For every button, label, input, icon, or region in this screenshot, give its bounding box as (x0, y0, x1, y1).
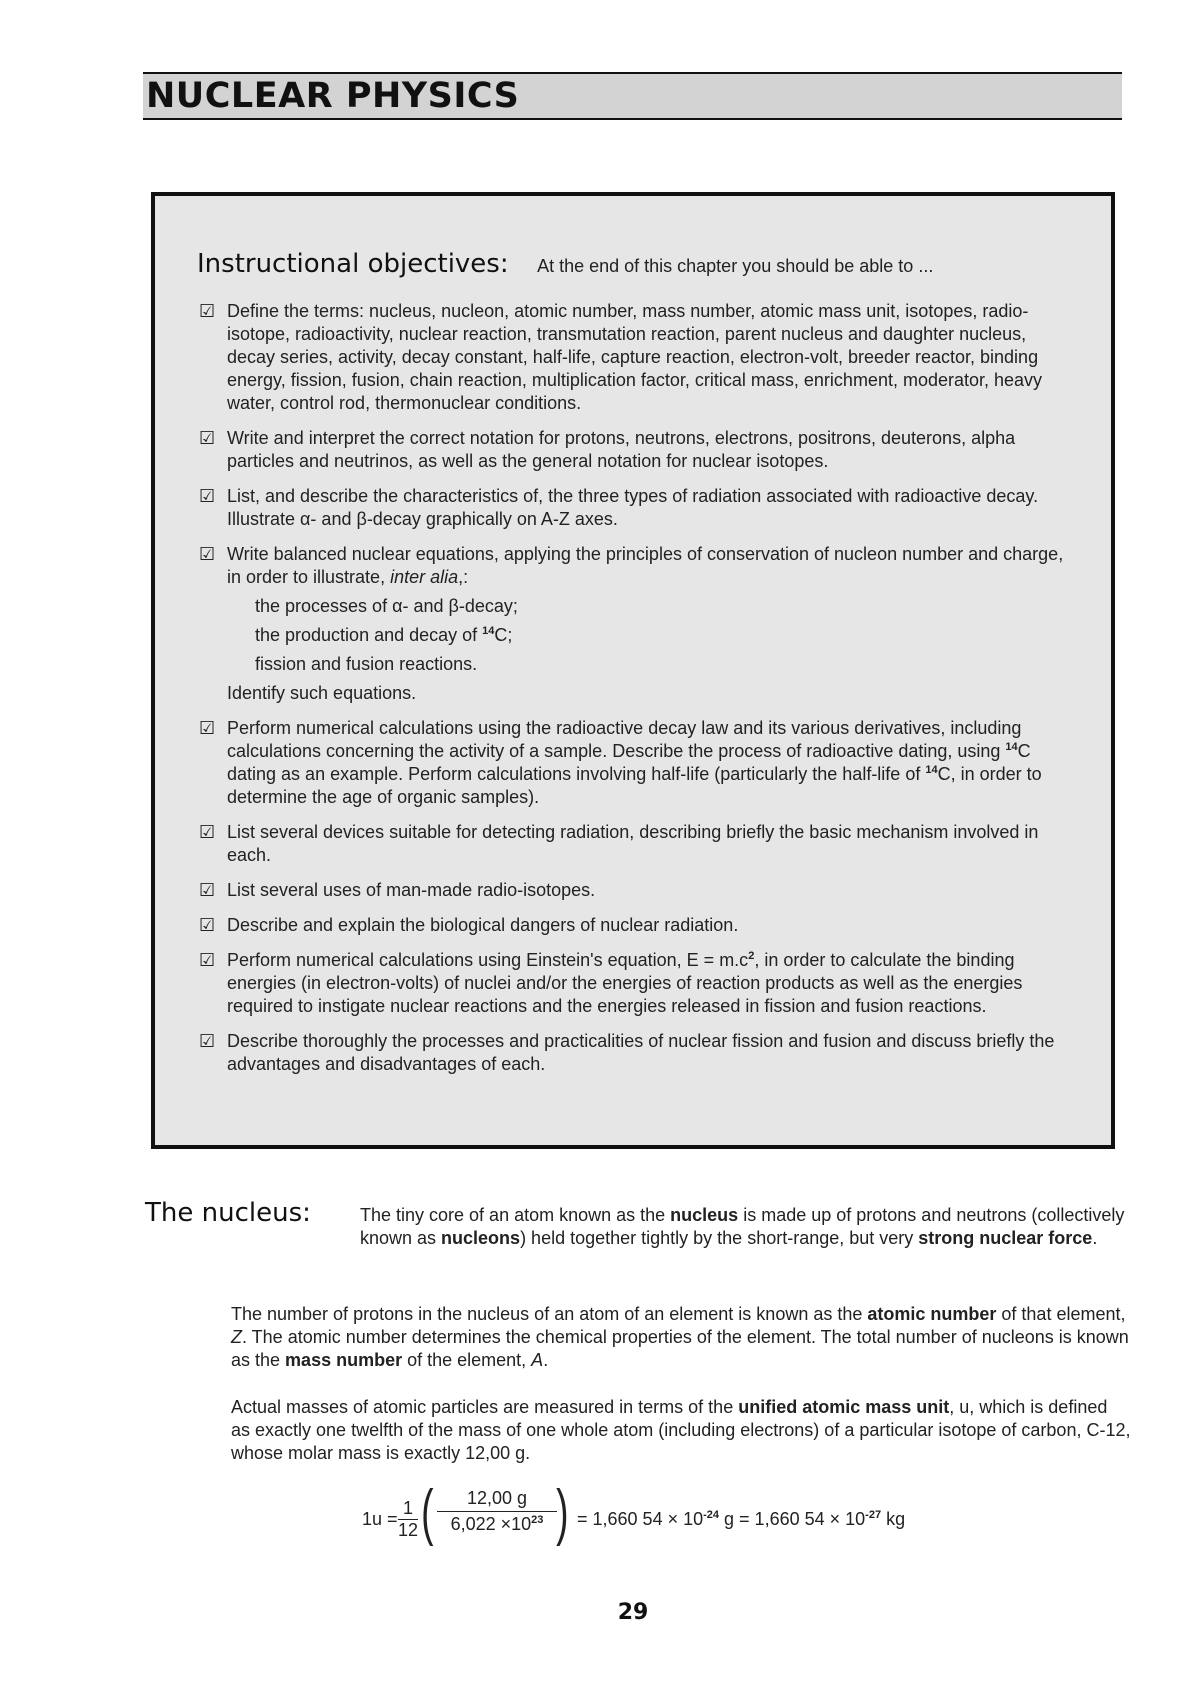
bold-term: mass number (285, 1350, 403, 1370)
objective-item (199, 717, 1069, 809)
text: = 1,660 54 × 10 (577, 1509, 704, 1529)
left-parenthesis: ( (421, 1478, 434, 1547)
objective-item (199, 427, 1069, 473)
objectives-heading (197, 249, 933, 279)
superscript: -24 (703, 1509, 720, 1521)
objectives-list (199, 300, 1069, 1088)
amu-paragraph (231, 1396, 1131, 1465)
italic-symbol: Z (231, 1327, 242, 1347)
text: Actual masses of atomic particles are measured in terms of the (231, 1397, 739, 1417)
bold-term: unified atomic mass unit (738, 1397, 950, 1417)
text: , u, which is defined as exactly one twelfth of the mass of one whole atom (including electrons) of a particular isotope of carbon, C-12, whose molar mass is exactly 12,00 g. (231, 1397, 1131, 1463)
objective-item (199, 821, 1069, 867)
objective-text: Define the terms: nucleus, nucleon, atomic number, mass number, atomic mass unit, isotopes, radio-isotope, radioactivity, nuclear reaction, transmutation reaction, parent nucleus and daughter nucleus, decay series, activity, decay constant, half-life, capture reaction, electron-volt, breeder reactor, binding energy, fission, fusion, chain reaction, multiplication factor, critical mass, enrichment, moderator, heavy water, control rod, thermonuclear conditions. (227, 301, 1043, 413)
objective-item (199, 485, 1069, 531)
text: The number of protons in the nucleus of an atom of an element is known as the (231, 1304, 868, 1324)
objectives-intro: At the end of this chapter you should be able to ... (537, 256, 934, 276)
bold-term: nucleons (441, 1228, 521, 1248)
objective-item (199, 300, 1069, 415)
superscript: 2 (748, 950, 755, 962)
objective-followup: Identify such equations. (227, 683, 417, 703)
subitem-text: C; (494, 625, 513, 645)
superscript: 23 (531, 1514, 544, 1526)
objective-item (199, 879, 1069, 902)
fraction-denominator: 12 (398, 1520, 419, 1540)
checkbox-icon: ☑ (199, 950, 216, 971)
chapter-title: NUCLEAR PHYSICS (146, 76, 520, 116)
objective-text: List several uses of man-made radio-isotopes. (227, 880, 596, 900)
text: of that element, (996, 1304, 1126, 1324)
fraction-one-twelfth (398, 1498, 418, 1541)
checkbox-icon: ☑ (199, 718, 216, 739)
fraction-numerator: 1 (398, 1498, 418, 1520)
objective-text: List, and describe the characteristics of, the three types of radiation associated with radioactive decay. Illustrate α- and β-decay graphically on A-Z axes. (227, 486, 1039, 529)
objective-text: Describe and explain the biological dangers of nuclear radiation. (227, 915, 739, 935)
objective-text-lead-end: ,: (458, 567, 469, 587)
checkbox-icon: ☑ (199, 915, 216, 936)
objective-item (199, 1030, 1069, 1076)
text: . The atomic number determines the chemical properties of the element. The total number of nucleons is known as the (231, 1327, 1129, 1370)
right-parenthesis: ) (556, 1478, 569, 1547)
checkbox-icon: ☑ (199, 822, 216, 843)
checkbox-icon: ☑ (199, 301, 216, 322)
text: . (543, 1350, 549, 1370)
objective-text: Perform numerical calculations using Einstein's equation, E = m.c (227, 950, 749, 970)
text: kg (881, 1509, 906, 1529)
nucleus-paragraph (360, 1204, 1130, 1250)
fraction-numerator: 12,00 g (437, 1488, 557, 1512)
superscript: 14 (1005, 741, 1018, 753)
text: ) held together tightly by the short-range, but very (520, 1228, 919, 1248)
bold-term: atomic number (867, 1304, 997, 1324)
objectives-title: Instructional objectives: (197, 249, 509, 279)
superscript: 14 (482, 625, 495, 637)
section-heading: The nucleus: (145, 1198, 311, 1228)
formula-lhs: 1u = (362, 1509, 398, 1529)
text: of the element, (402, 1350, 532, 1370)
checkbox-icon: ☑ (199, 1031, 216, 1052)
fraction-denominator (437, 1512, 557, 1535)
superscript: 14 (925, 764, 938, 776)
objective-text: Describe thoroughly the processes and practicalities of nuclear fission and fusion and discuss briefly the advantages and disadvantages of each. (227, 1031, 1055, 1074)
objective-text-italic: inter alia (390, 567, 459, 587)
objective-text: C, in order to determine the age of organic samples). (227, 764, 1042, 807)
objective-text: List several devices suitable for detecting radiation, describing briefly the basic mechanism involved in each. (227, 822, 1039, 865)
objective-item (199, 949, 1069, 1018)
checkbox-icon: ☑ (199, 544, 216, 565)
text: is made up of protons and neutrons (collectively known as (360, 1205, 1125, 1248)
objectives-box (151, 192, 1115, 1149)
atomic-number-paragraph (231, 1303, 1131, 1372)
objective-text-lead: Write balanced nuclear equations, applying the principles of conservation of nucleon number and charge, in order to illustrate, (227, 544, 1064, 587)
bold-term: nucleus (670, 1205, 739, 1225)
objective-text: C dating as an example. Perform calculations involving half-life (particularly the half-life of (227, 741, 1031, 784)
chapter-header (143, 72, 1122, 120)
checkbox-icon: ☑ (199, 880, 216, 901)
objective-item (199, 914, 1069, 937)
fraction-molar (437, 1488, 557, 1535)
objective-subitem (227, 624, 1069, 647)
subitem-text: the production and decay of (255, 625, 483, 645)
objective-subitem: the processes of α- and β-decay; (255, 596, 518, 616)
objective-text: Perform numerical calculations using the radioactive decay law and its various derivatives, including calculations concerning the activity of a sample. Describe the process of radioactive dating, using (227, 718, 1022, 761)
objective-text: Write and interpret the correct notation for protons, neutrons, electrons, positrons, deuterons, alpha particles and neutrinos, as well as the general notation for nuclear isotopes. (227, 428, 1016, 471)
bold-term: strong nuclear force (918, 1228, 1093, 1248)
checkbox-icon: ☑ (199, 486, 216, 507)
italic-symbol: A (531, 1350, 544, 1370)
text: . (1092, 1228, 1098, 1248)
text: The tiny core of an atom known as the (360, 1205, 671, 1225)
checkbox-icon: ☑ (199, 428, 216, 449)
objective-item (199, 543, 1069, 705)
objective-subitem: fission and fusion reactions. (255, 654, 478, 674)
formula-rhs (577, 1509, 905, 1530)
page-number: 29 (617, 1600, 649, 1625)
superscript: -27 (865, 1509, 882, 1521)
text: g = 1,660 54 × 10 (719, 1509, 866, 1529)
avogadro-base: 6,022 ×10 (450, 1514, 532, 1534)
objective-text: , in order to calculate the binding energies (in electron-volts) of nuclei and/or the energies of reaction products as well as the energies required to instigate nuclear reactions and the energies released in fission and fusion reactions. (227, 950, 1023, 1016)
